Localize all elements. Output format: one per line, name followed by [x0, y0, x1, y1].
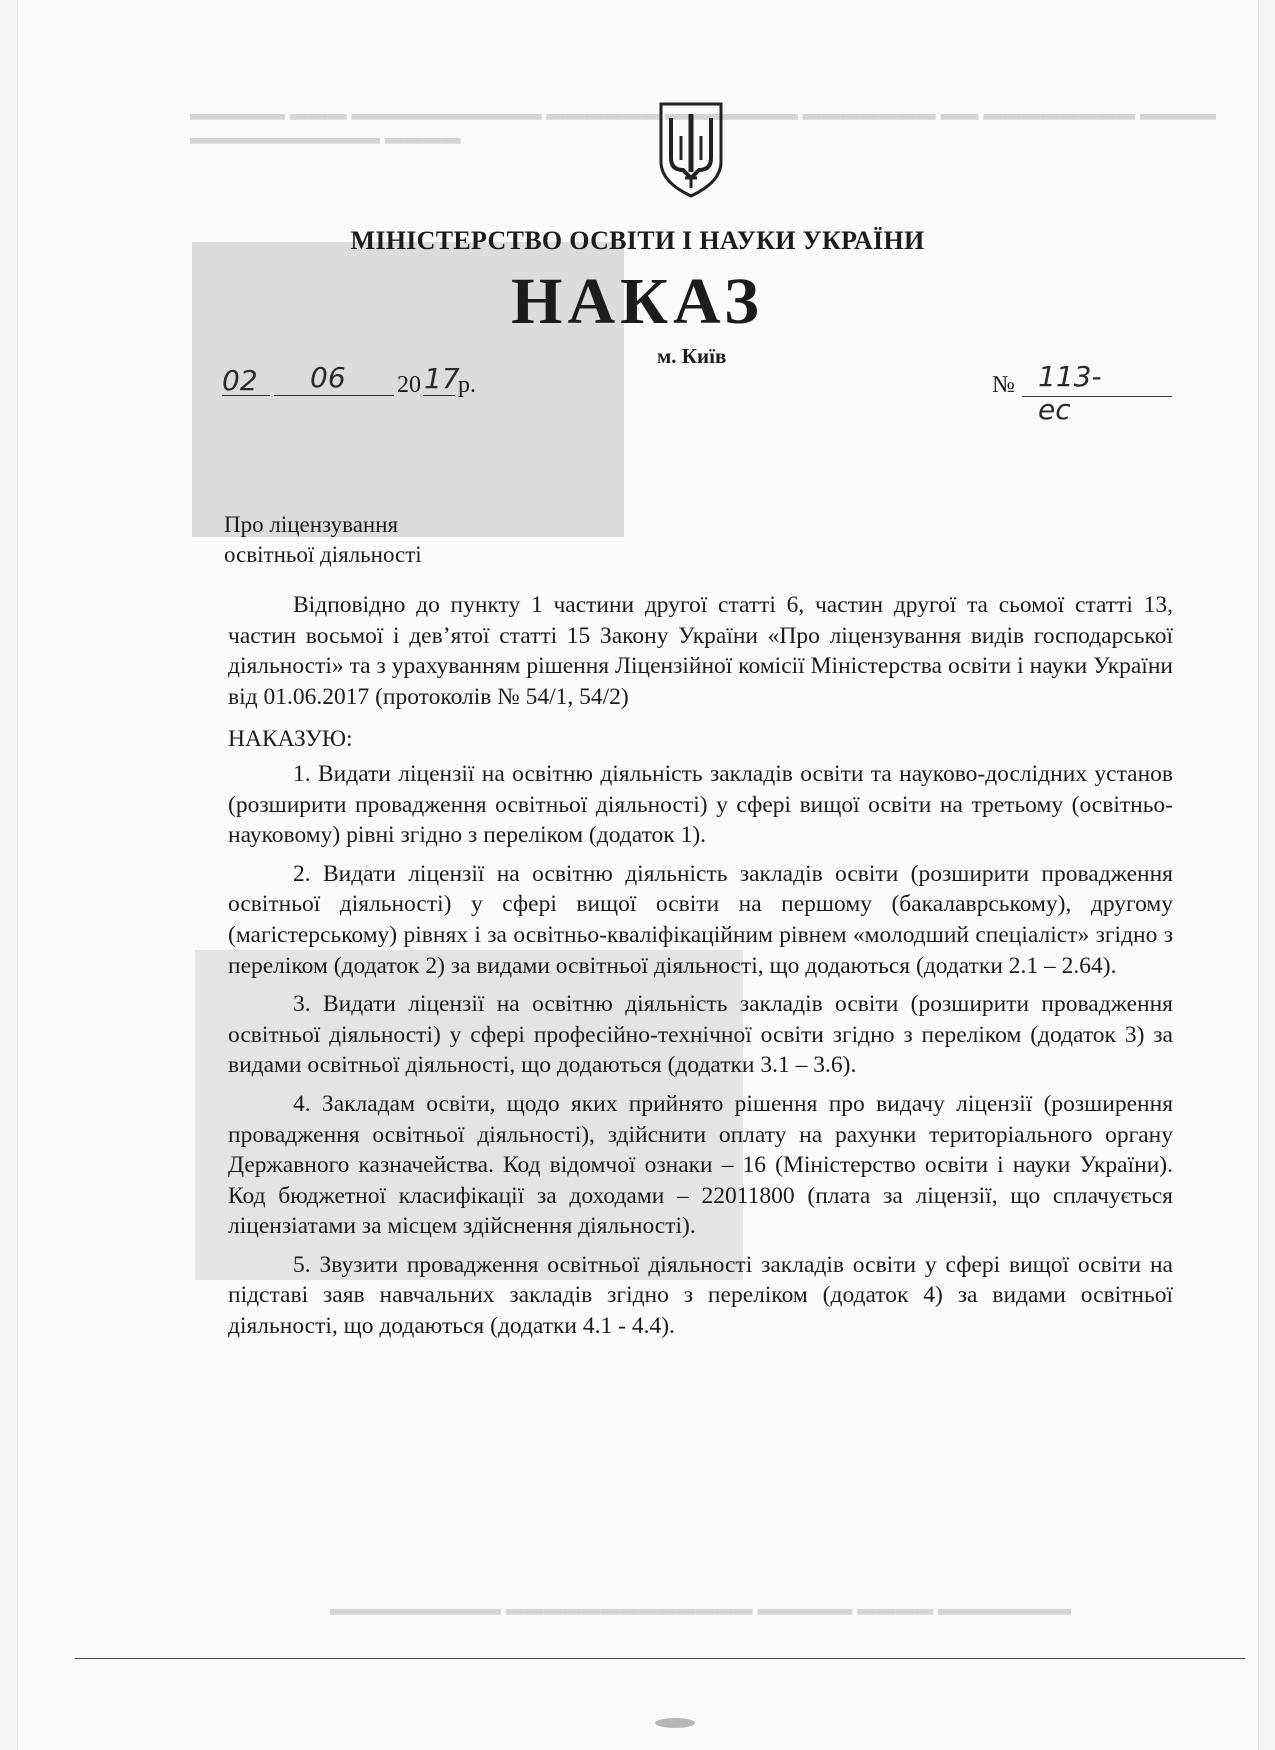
bleed-through: ▬▬▬▬▬ ▬▬▬ ▬▬▬▬▬▬▬▬▬▬ ▬▬▬▬▬▬ ▬▬▬▬▬▬▬ ▬▬▬▬▬▬▬ ▬▬ ▬▬▬▬▬▬▬▬ ▬▬▬▬ — [190, 109, 1216, 130]
order-item: 4. Закладам освіти, щодо яких прийнято рішення про видачу ліцензії (розширення провадження освітньої діяльності), здійснити оплату на рахунки територіального органу Державного казначейства. Код відомчої ознаки – 16 (Міністерство освіти і науки України). Код бюджетної класифікації за доходами – 22011800 (плата за ліцензії, що сплачується ліцензіатами за місцем здійснення діяльності). — [228, 1090, 1173, 1240]
scan-smudge — [655, 1718, 695, 1728]
ministry-title: МІНІСТЕРСТВО ОСВІТИ І НАУКИ УКРАЇНИ — [350, 226, 925, 255]
order-subject — [224, 510, 422, 570]
date-year-prefix: 20 — [397, 372, 421, 398]
city: м. Київ — [657, 344, 727, 368]
preamble: Відповідно до пункту 1 частини другої статті 6, частин другої та сьомої статті 13, частин восьмої і дев’ятої статті 15 Закону України «Про ліцензування видів господарської діяльності» та з урахуванням рішення Ліцензійної комісії Міністерства освіти і науки України від 01.06.2017 (протоколів № 54/1, 54/2) — [228, 592, 1173, 710]
subject-line: освітньої діяльності — [224, 542, 422, 567]
date-day: 02 — [222, 364, 258, 397]
order-body — [228, 590, 1173, 1350]
order-word: НАКАЗУЮ: — [228, 726, 353, 753]
bleed-through: ▬▬▬▬▬▬▬▬▬▬ ▬▬▬▬ — [190, 133, 461, 154]
date-year-suffix: 17 — [424, 362, 460, 395]
trident-emblem-icon — [655, 100, 727, 200]
date-month: 06 — [310, 361, 346, 394]
document-type: НАКАЗ — [511, 265, 764, 338]
bottom-divider — [75, 1658, 1245, 1659]
number-label: № — [992, 372, 1015, 398]
order-item: 1. Видати ліцензії на освітню діяльність закладів освіти та науково-дослідних установ (розширити провадження освітньої діяльності) у сфері вищої освіти на третьому (освітньо-науковому) рівні згідно з переліком (додаток 1). — [228, 760, 1173, 849]
order-item: 5. Звузити провадження освітньої діяльності закладів освіти у сфері вищої освіти на підставі заяв навчальних закладів згідно з переліком (додаток 4) за видами освітньої діяльності, що додаються (додатки 4.1 - 4.4). — [228, 1251, 1173, 1340]
subject-line: Про ліцензування — [224, 512, 399, 537]
bleed-through: ▬▬▬▬▬▬▬▬▬ ▬▬▬▬▬▬▬▬▬▬▬▬▬ ▬▬▬▬▬ ▬▬▬▬ ▬▬▬▬▬▬▬ — [330, 1604, 1071, 1625]
order-item: 3. Видати ліцензії на освітню діяльність закладів освіти (розширити провадження освітньої діяльності) у сфері професійно-технічної освіти згідно з переліком (додаток 3) за видами освітньої діяльності, що додаються (додатки 3.1 – 3.6). — [228, 991, 1173, 1079]
date-suffix: р. — [458, 372, 476, 398]
order-item: 2. Видати ліцензії на освітню діяльність закладів освіти (розширити провадження освітньої діяльності) у сфері вищої освіти на першому (бакалаврському), другому (магістерському) рівнях і за освітньо-кваліфікаційним рівнем «молодший спеціаліст» згідно з переліком (додаток 2) за видами освітньої діяльності, що додаються (додатки 2.1 – 2.64). — [228, 860, 1173, 979]
number-value: 113-ес — [1038, 360, 1102, 426]
